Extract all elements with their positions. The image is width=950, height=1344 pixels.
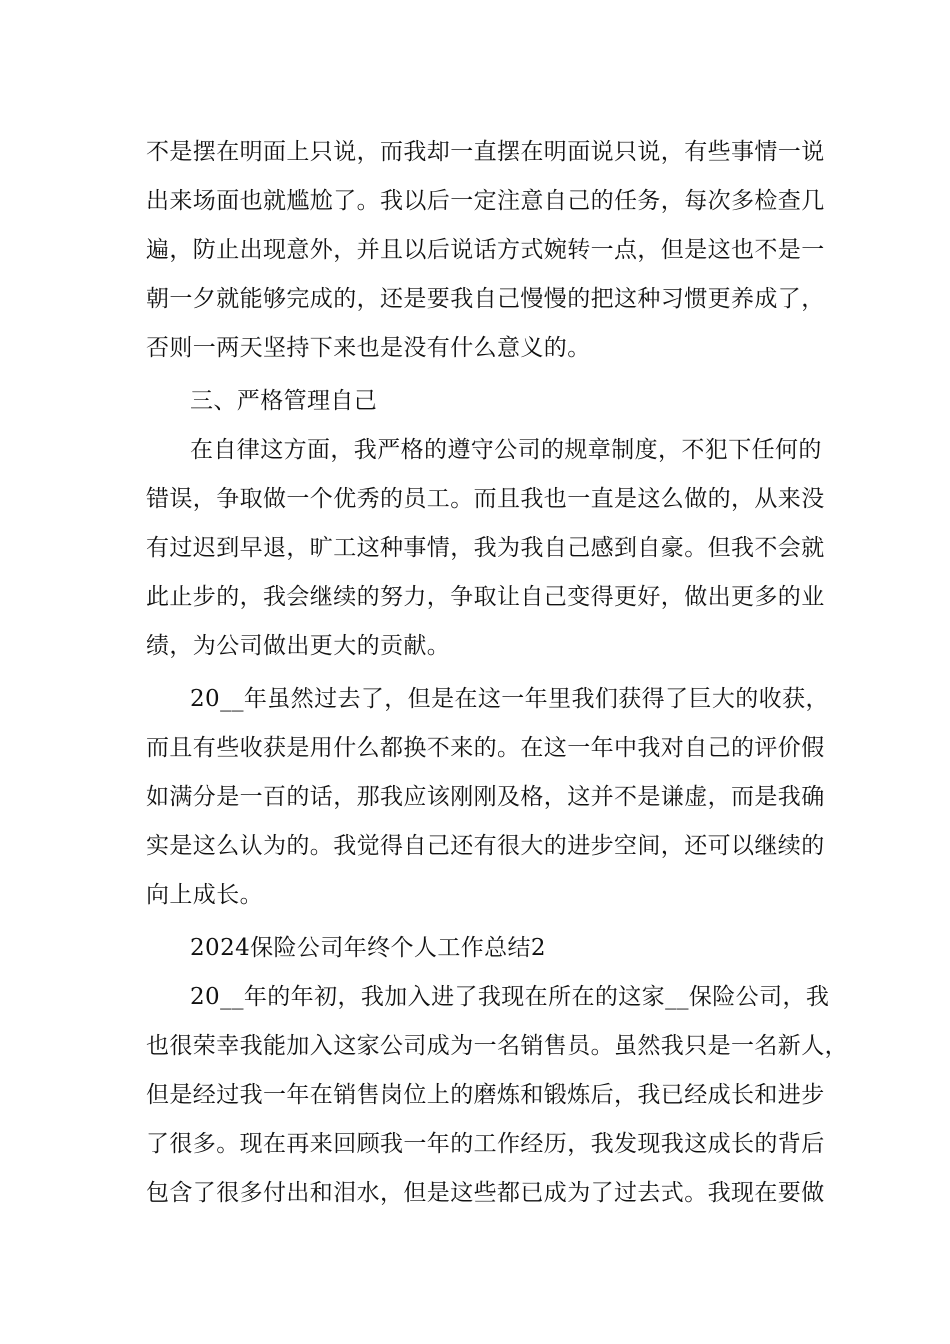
body-text-line: 出来场面也就尴尬了。我以后一定注意自己的任务，每次多检查几 xyxy=(146,188,825,214)
body-text-line: 20__年的年初，我加入进了我现在所在的这家__保险公司，我 xyxy=(190,984,830,1010)
body-text-line: 在自律这方面，我严格的遵守公司的规章制度，不犯下任何的 xyxy=(190,437,822,463)
body-text-line: 如满分是一百的话，那我应该刚刚及格，这并不是谦虚，而是我确 xyxy=(146,784,825,810)
body-text-line: 实是这么认为的。我觉得自己还有很大的进步空间，还可以继续的 xyxy=(146,833,825,859)
body-text-line: 此止步的，我会继续的努力，争取让自己变得更好，做出更多的业 xyxy=(146,584,825,610)
body-text-line: 包含了很多付出和泪水，但是这些都已成为了过去式。我现在要做 xyxy=(146,1180,825,1206)
body-text-line: 不是摆在明面上只说，而我却一直摆在明面说只说，有些事情一说 xyxy=(146,139,825,165)
body-text-line: 而且有些收获是用什么都换不来的。在这一年中我对自己的评价假 xyxy=(146,735,825,761)
body-text-line: 错误，争取做一个优秀的员工。而且我也一直是这么做的，从来没 xyxy=(146,486,825,512)
section-heading: 三、严格管理自己 xyxy=(190,388,378,414)
body-text-line: 否则一两天坚持下来也是没有什么意义的。 xyxy=(146,335,591,361)
body-text-line: 遍，防止出现意外，并且以后说话方式婉转一点，但是这也不是一 xyxy=(146,237,825,263)
body-text-line: 向上成长。 xyxy=(146,882,263,908)
document-subtitle: 2024保险公司年终个人工作总结2 xyxy=(190,935,546,961)
body-text-line: 也很荣幸我能加入这家公司成为一名销售员。虽然我只是一名新人， xyxy=(146,1033,848,1059)
body-text-line: 有过迟到早退，旷工这种事情，我为我自己感到自豪。但我不会就 xyxy=(146,535,825,561)
body-text-line: 朝一夕就能够完成的，还是要我自己慢慢的把这种习惯更养成了， xyxy=(146,286,825,312)
body-text-line: 但是经过我一年在销售岗位上的磨炼和锻炼后，我已经成长和进步 xyxy=(146,1082,825,1108)
body-text-line: 了很多。现在再来回顾我一年的工作经历，我发现我这成长的背后 xyxy=(146,1131,825,1157)
body-text-line: 20__年虽然过去了，但是在这一年里我们获得了巨大的收获， xyxy=(190,686,829,712)
body-text-line: 绩，为公司做出更大的贡献。 xyxy=(146,633,451,659)
